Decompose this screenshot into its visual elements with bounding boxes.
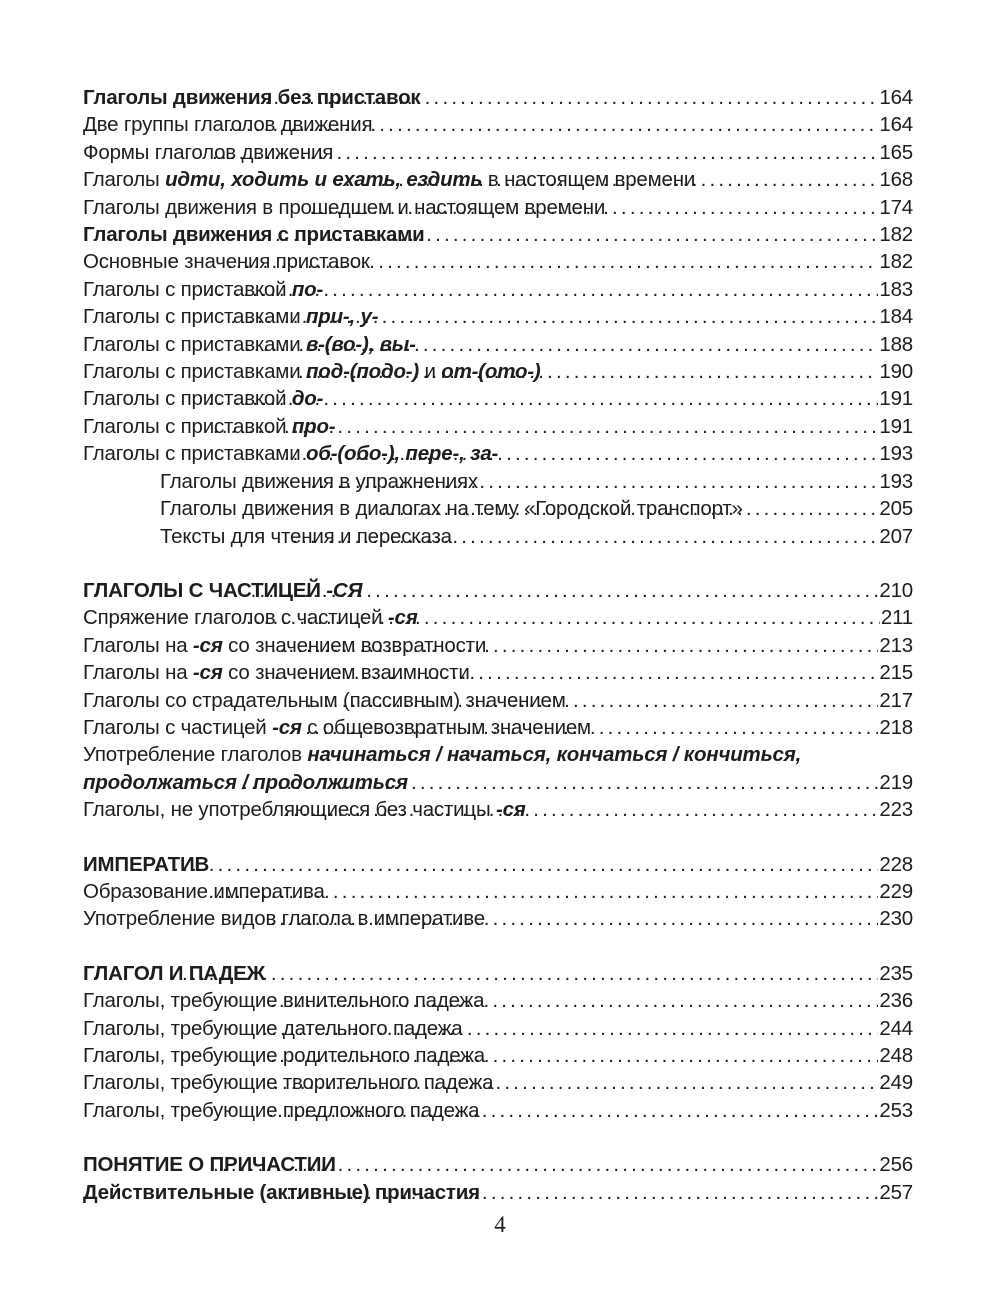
- dot-leader: [301, 468, 878, 495]
- toc-page-number: 235: [879, 961, 913, 985]
- toc-entry-text-segment: -ся: [192, 661, 223, 685]
- toc-entry-title: [83, 440, 499, 467]
- toc-page-number: 215: [879, 661, 913, 685]
- toc-entry: [83, 385, 913, 412]
- toc-page-number: 236: [879, 989, 913, 1013]
- dot-leader: [213, 1151, 878, 1178]
- toc-entry: [83, 440, 913, 467]
- toc-entry-text-segment: Глаголы: [83, 168, 166, 192]
- dot-leader: [273, 1069, 878, 1096]
- toc-entry-text-segment: Основные значения приставок: [83, 250, 370, 274]
- toc-entry: [83, 221, 913, 248]
- toc-entry-text-segment: со значением взаимности: [222, 661, 470, 685]
- toc-entry-text-segment: Глаголы, требующие творительного падежа: [83, 1071, 494, 1095]
- toc-entry-title: [83, 905, 485, 932]
- toc-entry-text-segment: Тексты для чтения и пересказа: [160, 524, 452, 548]
- dot-leader: [262, 1015, 878, 1042]
- toc-entry-title: [83, 385, 324, 412]
- toc-page-number: 213: [879, 633, 913, 657]
- dot-leader: [381, 495, 878, 522]
- dot-leader: [224, 577, 878, 604]
- toc-entry: [83, 741, 913, 768]
- dot-leader: [265, 659, 879, 686]
- toc-entry: [83, 796, 913, 823]
- toc-entry-title: [83, 166, 696, 193]
- dot-leader: [284, 796, 878, 823]
- toc-entry-text-segment: Глаголы с приставкой: [83, 414, 292, 438]
- toc-entry-text-segment: со значением возвратности: [222, 633, 487, 657]
- dot-leader: [213, 413, 879, 440]
- toc-entry-text-segment: Формы глаголов движения: [83, 140, 334, 164]
- toc-page-number: 191: [879, 414, 913, 438]
- toc-entry: [83, 987, 913, 1014]
- dot-leader: [336, 166, 879, 193]
- toc-page-number: 164: [879, 113, 913, 137]
- toc-page-number: 210: [879, 578, 913, 602]
- toc-entry-text-segment: Образование императива: [83, 879, 325, 903]
- toc: [83, 84, 913, 1206]
- toc-entry: [83, 851, 913, 878]
- toc-entry-text-segment: идти, ходить и ехать, ездить: [165, 168, 483, 192]
- dot-leader: [228, 111, 878, 138]
- dot-leader: [271, 632, 879, 659]
- toc-entry-title: [83, 987, 485, 1014]
- toc-entry-text-segment: -СЯ: [326, 578, 363, 602]
- dot-leader: [305, 714, 878, 741]
- toc-section: [83, 851, 913, 933]
- toc-entry-title: [83, 84, 421, 111]
- toc-entry-title: [83, 851, 210, 878]
- toc-entry: [83, 714, 913, 741]
- dot-leader: [270, 987, 878, 1014]
- toc-entry: [83, 1151, 913, 1178]
- toc-entry-title: [160, 468, 478, 495]
- toc-page-number: 244: [879, 1016, 913, 1040]
- toc-page-number: 253: [879, 1098, 913, 1122]
- dot-leader: [275, 440, 879, 467]
- dot-leader: [208, 878, 878, 905]
- toc-entry-text-segment: в-(во-), вы-: [305, 332, 416, 356]
- dot-leader: [289, 358, 878, 385]
- dot-leader: [208, 276, 879, 303]
- toc-entry: [83, 1179, 913, 1206]
- toc-entry: [83, 358, 913, 385]
- toc-section: [83, 1151, 913, 1206]
- toc-entry-title: [160, 523, 452, 550]
- toc-page-number: 218: [879, 715, 913, 739]
- dot-leader: [208, 385, 879, 412]
- toc-entry-title: [83, 796, 526, 823]
- toc-entry: [83, 1042, 913, 1069]
- toc-entry-text-segment: с общевозвратным значением: [301, 715, 591, 739]
- toc-entry: [83, 166, 913, 193]
- toc-entry-text-segment: Спряжение глаголов с частицей: [83, 606, 388, 630]
- toc-page-number: 164: [879, 86, 913, 109]
- toc-entry-title: [83, 604, 418, 631]
- toc-entry-title: [83, 111, 373, 138]
- toc-entry-text-segment: Употребление глаголов: [83, 743, 308, 767]
- toc-entry: [83, 1015, 913, 1042]
- toc-entry: [83, 1069, 913, 1096]
- toc-entry: [83, 194, 913, 221]
- toc-page-number: 191: [879, 387, 913, 411]
- toc-page-number: 211: [880, 606, 913, 630]
- toc-entry-title: [83, 221, 425, 248]
- toc-page-number: 229: [879, 879, 913, 903]
- toc-entry-text-segment: про-: [291, 414, 336, 438]
- toc-entry-text-segment: от-(ото-): [441, 360, 541, 384]
- toc-entry-text-segment: Глаголы с приставкой: [83, 277, 292, 301]
- toc-page-number: 207: [879, 524, 913, 548]
- dot-leader: [182, 960, 878, 987]
- dot-leader: [268, 1179, 878, 1206]
- toc-entry: [83, 604, 913, 631]
- toc-entry-text-segment: под-(подо-): [305, 360, 420, 384]
- toc-entry: [83, 111, 913, 138]
- toc-entry-text-segment: Две группы глаголов движения: [83, 113, 373, 137]
- toc-entry-text-segment: -ся: [192, 633, 223, 657]
- toc-entry-title: [83, 1069, 494, 1096]
- toc-entry: [83, 659, 913, 686]
- toc-page-number: 256: [879, 1153, 913, 1177]
- toc-entry: [83, 303, 913, 330]
- toc-entry-text-segment: Глаголы движения с приставками: [83, 223, 425, 247]
- toc-entry: [83, 878, 913, 905]
- dot-leader: [270, 905, 878, 932]
- toc-entry-text-segment: Глаголы, требующие родительного падежа: [83, 1044, 485, 1067]
- toc-entry: [83, 139, 913, 166]
- toc-entry-text-segment: и: [419, 360, 442, 384]
- toc-section: [83, 577, 913, 824]
- toc-entry-text-segment: ГЛАГОЛЫ С ЧАСТИЦЕЙ: [83, 578, 327, 602]
- toc-page-number: 188: [879, 332, 913, 356]
- toc-entry-title: [83, 303, 379, 330]
- toc-entry-title: [83, 659, 470, 686]
- dot-leader: [270, 1042, 878, 1069]
- toc-entry-text-segment: ИМПЕРАТИВ: [83, 852, 210, 876]
- toc-section: [83, 84, 913, 550]
- toc-entry-title: [83, 276, 324, 303]
- page-number-footer: 4: [494, 1212, 506, 1237]
- toc-entry-text-segment: -ся: [495, 798, 526, 822]
- toc-page-number: 230: [879, 907, 913, 931]
- dot-leader: [292, 523, 878, 550]
- toc-entry-title: [83, 960, 265, 987]
- toc-page-number: 174: [879, 195, 913, 219]
- toc-entry-text-segment: об-(обо-), пере-, за-: [305, 442, 499, 466]
- toc-entry-title: [83, 1042, 485, 1069]
- toc-entry-text-segment: Глаголы, не употребляющиеся без частицы: [83, 798, 496, 822]
- toc-entry: [83, 632, 913, 659]
- toc-entry-title: [83, 1151, 336, 1178]
- dot-leader: [227, 248, 878, 275]
- toc-page-number: 183: [879, 277, 913, 301]
- dot-leader: [268, 1097, 878, 1124]
- dot-leader: [248, 221, 878, 248]
- toc-entry-text-segment: Глаголы движения без приставок: [83, 86, 421, 109]
- toc-entry-text-segment: ПОНЯТИЕ О ПРИЧАСТИИ: [83, 1153, 336, 1177]
- dot-leader: [212, 139, 878, 166]
- toc-entry: [83, 331, 913, 358]
- toc-page-number: 193: [879, 469, 913, 493]
- toc-entry: [83, 769, 913, 796]
- toc-entry-title: [83, 1179, 480, 1206]
- toc-entry-text-segment: по-: [291, 277, 324, 301]
- toc-entry-title: [83, 632, 487, 659]
- toc-entry: [83, 577, 913, 604]
- toc-entry-text-segment: Глаголы на: [83, 633, 193, 657]
- toc-entry-title: [83, 1015, 463, 1042]
- dot-leader: [155, 851, 878, 878]
- toc-entry-text-segment: Глаголы движения в прошедшем и настоящем времени: [83, 195, 606, 219]
- toc-entry-title: [83, 248, 370, 275]
- toc-entry-text-segment: Действительные (активные) причастия: [83, 1180, 480, 1204]
- toc-entry: [83, 523, 913, 550]
- toc-page-number: 248: [879, 1044, 913, 1067]
- toc-page-number: 249: [879, 1071, 913, 1095]
- toc-entry: [83, 84, 913, 111]
- toc-entry-text-segment: Глаголы, требующие дательного падежа: [83, 1016, 463, 1040]
- toc-entry-text-segment: Глаголы на: [83, 661, 193, 685]
- toc-entry-text-segment: Глаголы движения в диалогах на тему «Городской транспорт»: [160, 497, 743, 521]
- toc-entry-text-segment: Глаголы с приставками: [83, 442, 306, 466]
- dot-leader: [246, 604, 880, 631]
- toc-entry-title: [83, 741, 801, 768]
- toc-page-number: 257: [879, 1180, 913, 1204]
- toc-entry-text-segment: в настоящем времени: [482, 168, 696, 192]
- toc-entry-title: [83, 139, 334, 166]
- toc-entry-title: [83, 687, 566, 714]
- toc-entry-text-segment: Глаголы с приставками: [83, 305, 306, 329]
- toc-page-number: 219: [879, 770, 913, 794]
- toc-entry: [83, 495, 913, 522]
- toc-page-number: 165: [879, 140, 913, 164]
- toc-entry-title: [83, 769, 408, 796]
- toc-page-number: 182: [879, 250, 913, 274]
- dot-leader: [245, 331, 878, 358]
- toc-section: [83, 960, 913, 1124]
- toc-page-number: 184: [879, 305, 913, 329]
- toc-page-number: 190: [879, 360, 913, 384]
- toc-entry: [83, 276, 913, 303]
- toc-page-number: 217: [879, 688, 913, 712]
- toc-entry-title: [160, 495, 743, 522]
- dot-leader: [242, 769, 878, 796]
- toc-entry: [83, 413, 913, 440]
- toc-entry-title: [83, 1097, 480, 1124]
- toc-entry-title: [83, 714, 591, 741]
- toc-entry-text-segment: Глаголы с приставкой: [83, 387, 292, 411]
- toc-entry-text-segment: Глаголы с частицей: [83, 715, 273, 739]
- toc-entry-text-segment: начинаться / начаться, кончаться / кончиться,: [307, 743, 802, 767]
- toc-entry: [83, 960, 913, 987]
- toc-entry-text-segment: -ся: [387, 606, 418, 630]
- toc-page-number: 193: [879, 442, 913, 466]
- toc-page-number: 228: [879, 852, 913, 876]
- toc-entry-text-segment: Глаголы, требующие винительного падежа: [83, 989, 485, 1013]
- dot-leader: [310, 194, 879, 221]
- toc-entry-text-segment: продолжаться / продолжиться: [83, 770, 408, 794]
- toc-entry-text-segment: Глаголы движения в упражнениях: [160, 469, 478, 493]
- toc-page-number: 182: [879, 223, 913, 247]
- toc-entry: [83, 1097, 913, 1124]
- dot-leader: [297, 687, 878, 714]
- toc-page-number: 168: [879, 168, 913, 192]
- toc-entry-text-segment: Глаголы с приставками: [83, 360, 306, 384]
- toc-entry-title: [83, 878, 325, 905]
- toc-page-number: 223: [879, 798, 913, 822]
- toc-entry: [83, 248, 913, 275]
- toc-entry-title: [83, 413, 336, 440]
- toc-entry-text-segment: -ся: [272, 715, 302, 739]
- toc-entry: [83, 905, 913, 932]
- toc-entry-text-segment: Употребление видов глагола в императиве: [83, 907, 485, 931]
- toc-entry-text-segment: Глаголы с приставками: [83, 332, 306, 356]
- toc-entry-title: [83, 358, 541, 385]
- toc-entry-title: [83, 331, 416, 358]
- dot-leader: [247, 84, 879, 111]
- toc-entry-title: [83, 194, 606, 221]
- toc-page-number: 205: [879, 497, 913, 521]
- toc-entry-title: [83, 577, 363, 604]
- toc-entry-text-segment: Глаголы, требующие предложного падежа: [83, 1098, 480, 1122]
- toc-entry-text-segment: при-, у-: [305, 305, 379, 329]
- toc-entry: [83, 687, 913, 714]
- toc-entry-text-segment: Глаголы со страдательным (пассивным) значением: [83, 688, 566, 712]
- toc-entry-text-segment: до-: [291, 387, 324, 411]
- toc-entry-text-segment: ГЛАГОЛ И ПАДЕЖ: [83, 961, 265, 985]
- toc-entry: [83, 468, 913, 495]
- dot-leader: [230, 303, 878, 330]
